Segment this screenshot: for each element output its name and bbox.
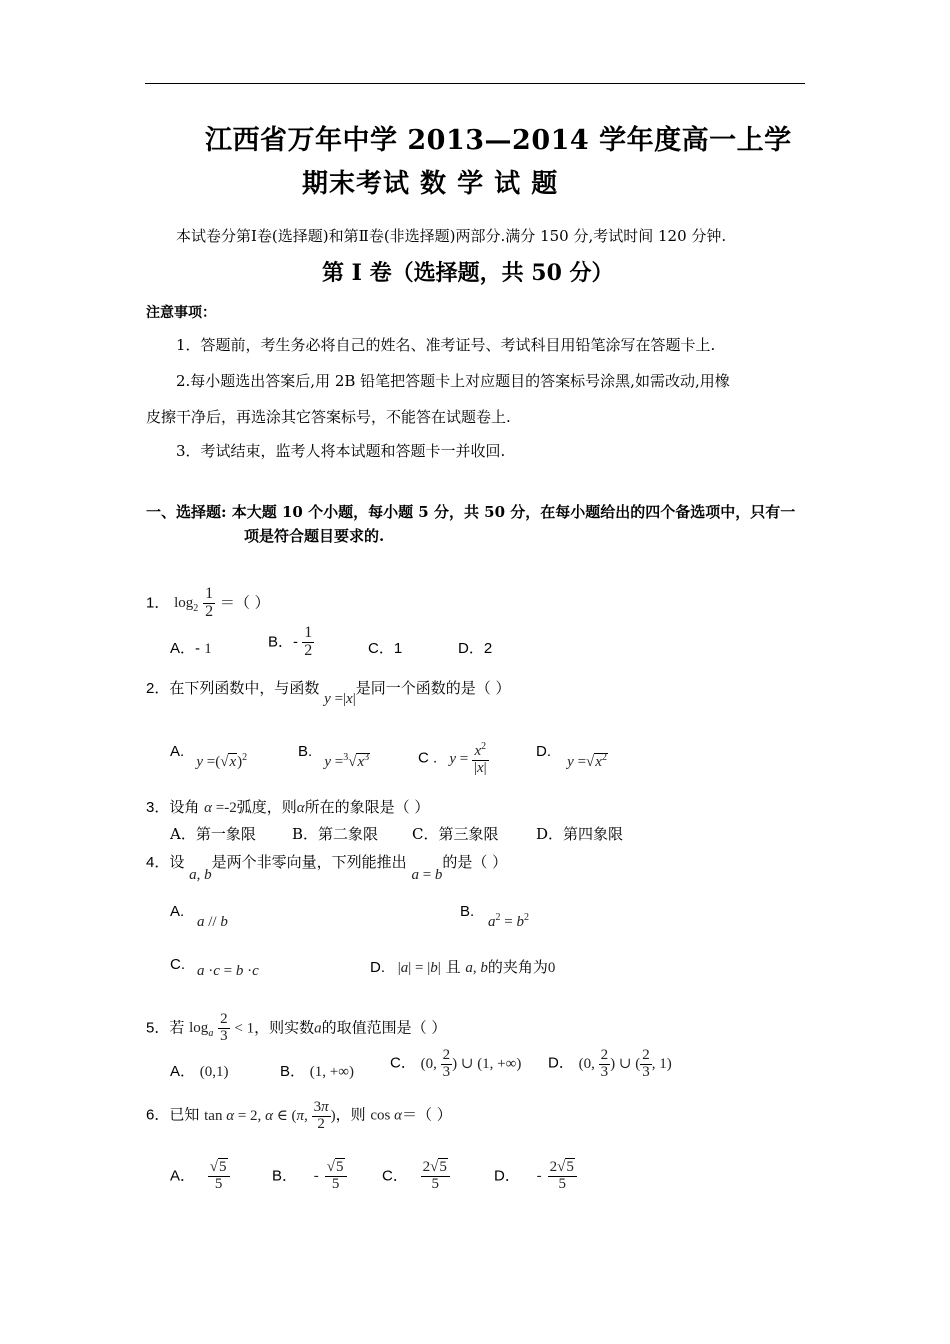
- q3-option-a: A．第一象限: [170, 825, 256, 843]
- q6-option-c: C． $\frac{2√5}{5}$: [382, 1160, 450, 1193]
- q4-option-c: C.: [170, 956, 185, 973]
- top-rule: [145, 83, 805, 84]
- question-stem: ＝（ ）: [219, 593, 270, 612]
- q5-option-a: A． (0,1): [170, 1063, 229, 1080]
- q2-option-d: D. $y =√x^2$: [536, 743, 607, 770]
- question-6: 6．已知 tan α = 2, α ∈ (π, $\frac{3\pi}{2}$ )，则 cos α＝（ ）: [146, 1099, 452, 1132]
- intro-text: 本试卷分第Ⅰ卷(选择题)和第Ⅱ卷(非选择题)两部分.满分 150 分,考试时间 120 分钟.: [176, 227, 727, 245]
- notes-title: 注意事项：: [146, 305, 216, 321]
- q2-option-a: A. $y =(√x)^2$: [170, 743, 248, 770]
- q6-option-b: B． - $\frac{√5}{5}$: [272, 1160, 347, 1193]
- note-item: 皮擦干净后，再选涂其它答案标号，不能答在试题卷上.: [146, 408, 511, 426]
- q6-option-a: A． $\frac{√5}{5}$: [170, 1160, 230, 1193]
- q3-option-d: D．第四象限: [536, 825, 624, 843]
- question-1: 1． $\log_2$ $\frac{1}{2}$ ＝（ ）: [146, 585, 270, 620]
- q4-option-a: A.: [170, 903, 185, 920]
- q4-option-c-math: a ·c = b ·c: [197, 963, 259, 979]
- part1-heading-cont: 项是符合题目要求的.: [244, 527, 385, 545]
- q1-option-c: C．1: [368, 640, 403, 657]
- q6-option-d: D． - $\frac{2√5}{5}$: [494, 1160, 577, 1193]
- q4-option-b-math: $a^2 = b^2$: [488, 912, 529, 930]
- note-item: 3．考试结束，监考人将本试题和答题卡一并收回.: [176, 442, 506, 460]
- section-title: 第 I 卷（选择题，共 50 分）: [322, 260, 614, 286]
- q5-option-d: D． (0, $\frac{2}{3}$ ) ∪ ( $\frac{2}{3}$ , 1): [548, 1047, 672, 1080]
- title-line-1: 江西省万年中学 2013—2014 学年度高一上学: [205, 125, 792, 156]
- q1-option-d: D．2: [458, 640, 493, 657]
- question-3: 3．设角 α =-2弧度，则α所在的象限是（ ）: [146, 798, 430, 816]
- q4-option-d: D. |a| = |b| 且 a, b的夹角为0: [370, 958, 556, 976]
- q4-option-b: B.: [460, 903, 475, 920]
- q5-option-c: C． (0, $\frac{2}{3}$ ) ∪ (1, +∞): [390, 1047, 522, 1080]
- question-4: 4．设 a, b是两个非零向量，下列能推出 a = b的是（ ）: [146, 853, 508, 883]
- part1-heading: 一、选择题: 本大题 10 个小题，每小题 5 分，共 50 分，在每小题给出的四个备选项中，只有一: [146, 503, 796, 521]
- q2-option-b: B. $y =^3√x^3$: [298, 743, 370, 770]
- q1-option-a: A．- 1: [170, 640, 212, 657]
- question-5: 5．若 $\log_a$ $\frac{2}{3}$ < 1，则实数a的取值范围是（ ）: [146, 1011, 447, 1044]
- q3-option-c: C．第三象限: [412, 825, 499, 843]
- q5-option-b: B． (1, +∞): [280, 1063, 354, 1080]
- q3-option-b: B．第二象限: [292, 825, 379, 843]
- note-item: 2.每小题选出答案后,用 2B 铅笔把答题卡上对应题目的答案标号涂黑,如需改动,用橡: [176, 372, 730, 390]
- title-line-2: 期末考试 数 学 试 题: [302, 169, 559, 199]
- question-number: 1．: [146, 594, 170, 612]
- q1-option-b: B．- $\frac{1}{2}$: [268, 624, 313, 659]
- note-item: 1．答题前，考生务必将自己的姓名、准考证号、考试科目用铅笔涂写在答题卡上.: [176, 336, 716, 354]
- q4-option-a-math: a // b: [197, 914, 228, 930]
- question-2: 2．在下列函数中，与函数 y =|x|是同一个函数的是（ ）: [146, 679, 511, 707]
- q2-option-c: C . y = $\frac{x^2}{|x|}$: [418, 741, 487, 776]
